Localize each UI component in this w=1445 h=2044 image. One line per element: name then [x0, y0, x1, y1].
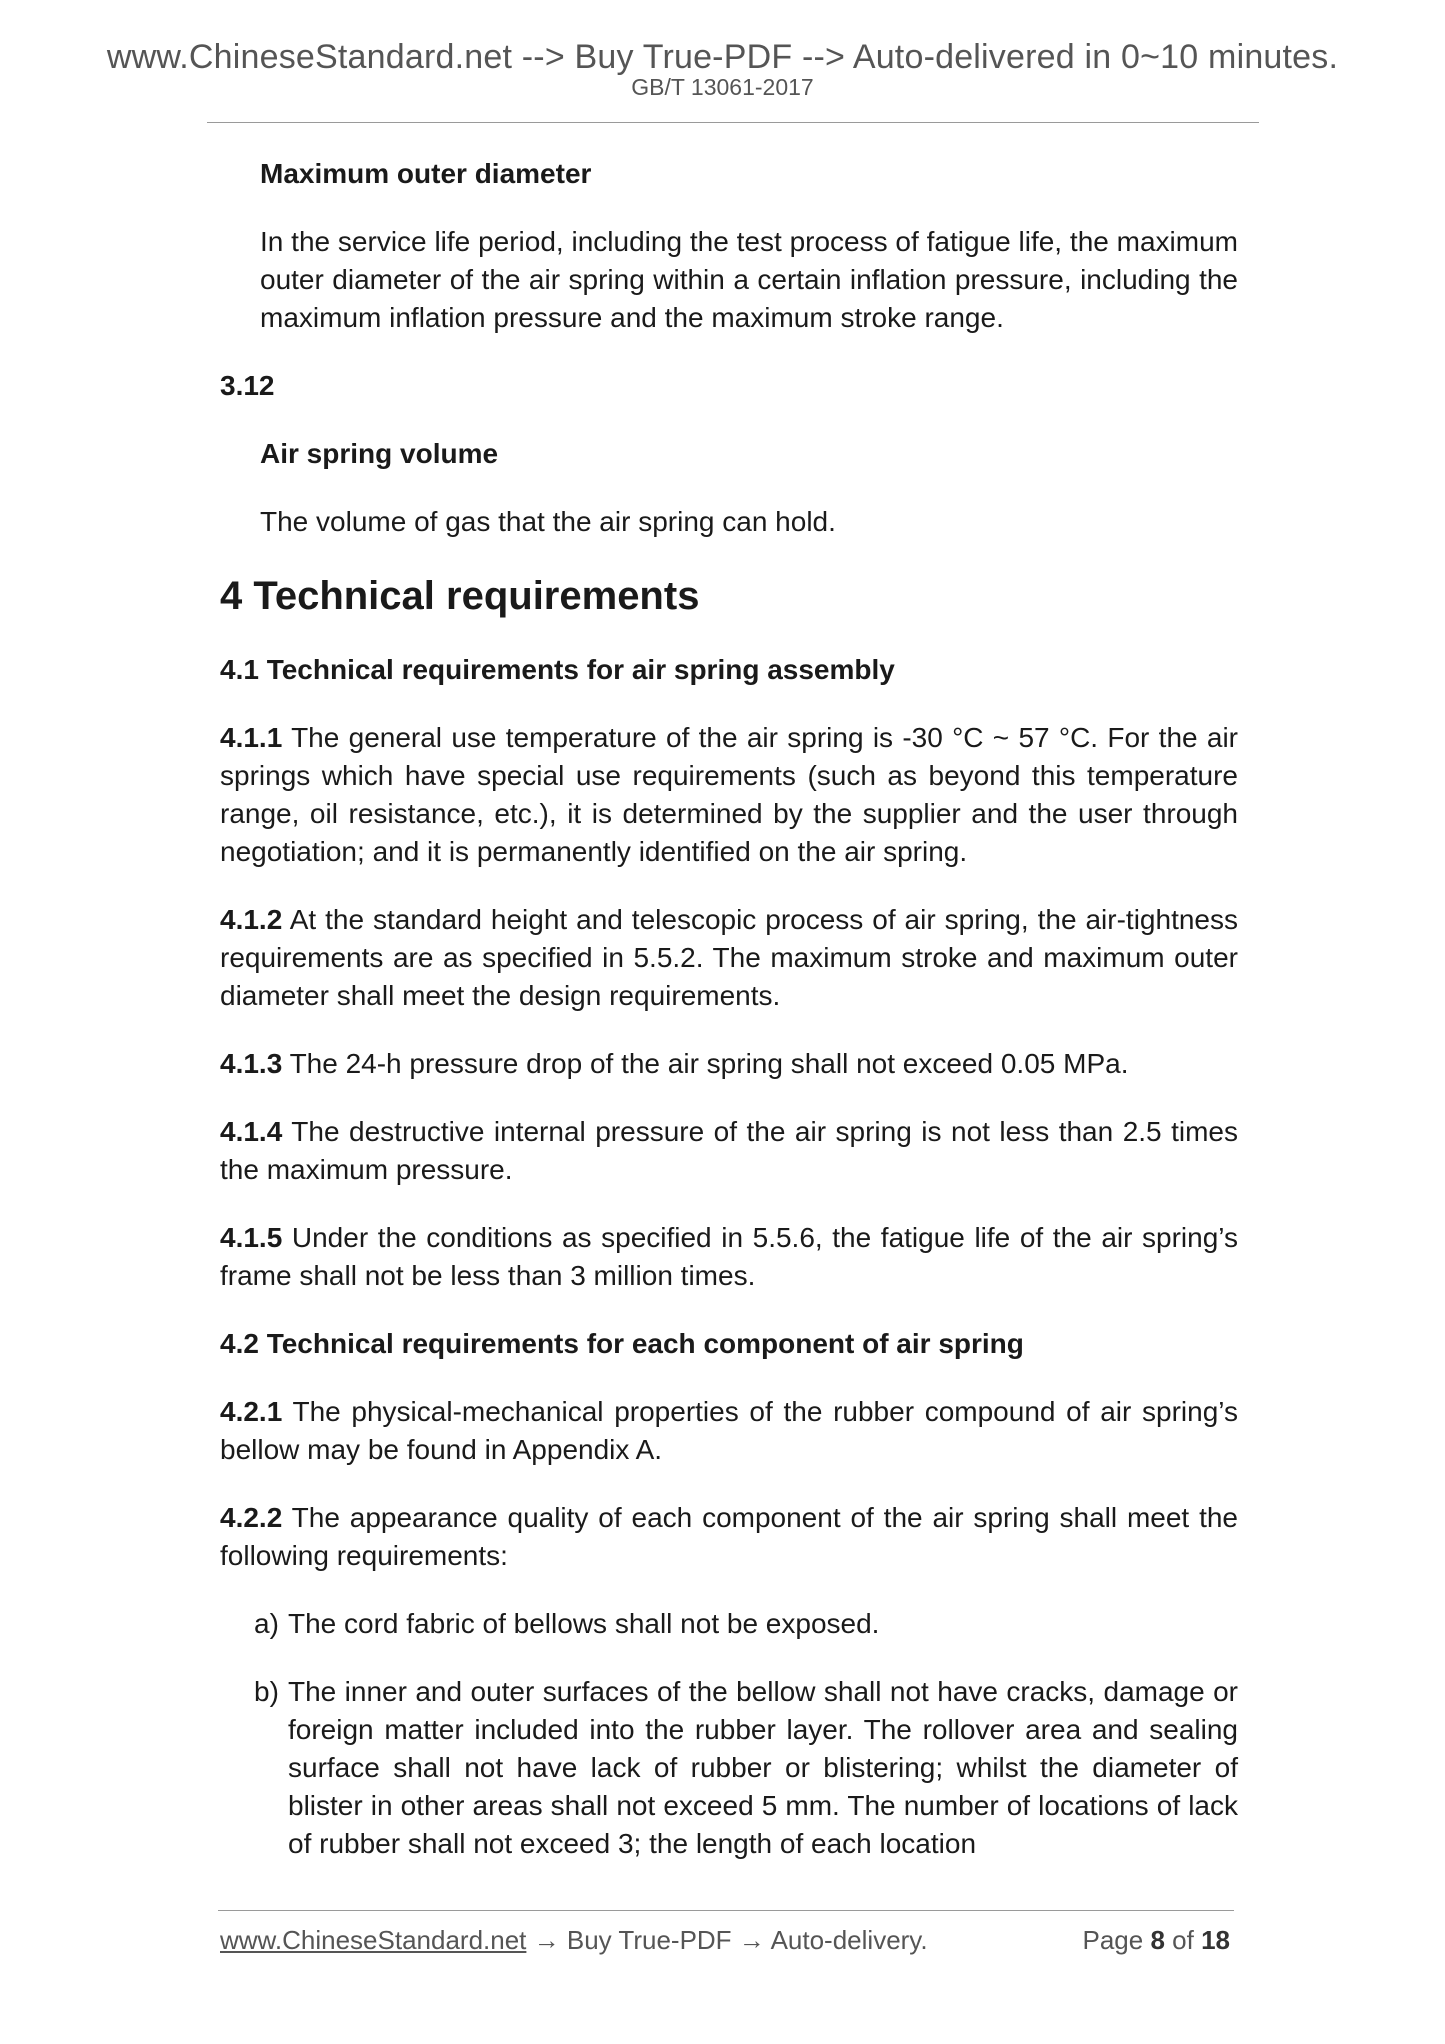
clause-text: The destructive internal pressure of the air spring is not less than 2.5 times the maximum pressure. — [220, 1116, 1239, 1185]
list-item-text: The inner and outer surfaces of the bellow shall not have cracks, damage or foreign matter included into the rubber layer. The rollover area and sealing surface shall not have lack of rubber or blistering; whilst the diameter of blister in other areas shall not exceed 5 mm. The number of locations of lack of rubber shall not exceed 3; the length of each location — [288, 1676, 1238, 1859]
clause-text: Under the conditions as specified in 5.5.6, the fatigue life of the air spring’s frame shall not be less than 3 million times. — [220, 1222, 1239, 1291]
subsection-heading-4-2: 4.2 Technical requirements for each component of air spring — [220, 1328, 1024, 1359]
clause-text: The physical-mechanical properties of the rubber compound of air spring’s bellow may be found in Appendix A. — [220, 1396, 1238, 1465]
list-item-a — [220, 1605, 1238, 1643]
footer-divider — [218, 1910, 1234, 1911]
clause-text: At the standard height and telescopic process of air spring, the air-tightness requirements are as specified in 5.5.2. The maximum stroke and maximum outer diameter shall meet the design requirements. — [220, 904, 1238, 1011]
document-body — [220, 155, 1238, 1893]
page-total: 18 — [1201, 1925, 1230, 1955]
clause-4-1-3 — [220, 1045, 1238, 1083]
clause-number: 4.1.3 — [220, 1048, 283, 1079]
list-item-b — [220, 1673, 1238, 1863]
clause-text: The appearance quality of each component of the air spring shall meet the following requirements: — [220, 1502, 1238, 1571]
term-definition-max-outer-diameter: In the service life period, including the test process of fatigue life, the maximum outer diameter of the air spring within a certain inflation pressure, including the maximum inflation pressure and the maximum stroke range. — [260, 226, 1238, 333]
clause-text: The general use temperature of the air spring is -30 °C ~ 57 °C. For the air springs which have special use requirements (such as beyond this temperature range, oil resistance, etc.), it is determined by the supplier and the user through negotiation; and it is permanently identified on the air spring. — [220, 722, 1238, 867]
clause-number: 4.1.2 — [220, 904, 283, 935]
term-title-air-spring-volume: Air spring volume — [260, 438, 499, 469]
clause-4-2-2 — [220, 1499, 1238, 1575]
clause-4-1-5 — [220, 1219, 1238, 1295]
clause-4-1-4 — [220, 1113, 1238, 1189]
footer-promo-text: → Buy True-PDF → Auto-delivery. — [526, 1925, 928, 1955]
of-label: of — [1172, 1925, 1194, 1955]
subsection-heading-4-1: 4.1 Technical requirements for air spring assembly — [220, 654, 895, 685]
header-banner: www.ChineseStandard.net --> Buy True-PDF --> Auto-delivered in 0~10 minutes. — [106, 38, 1339, 76]
footer-promo — [220, 1925, 928, 1956]
list-marker: b) — [254, 1676, 279, 1707]
clause-number: 4.1.5 — [220, 1222, 283, 1253]
term-number-3-12: 3.12 — [220, 370, 275, 401]
page-footer — [220, 1925, 1230, 1965]
term-definition-air-spring-volume: The volume of gas that the air spring can hold. — [260, 506, 836, 537]
clause-text: The 24-h pressure drop of the air spring shall not exceed 0.05 MPa. — [289, 1048, 1129, 1079]
page-label: Page — [1082, 1925, 1144, 1955]
clause-number: 4.1.4 — [220, 1116, 283, 1147]
clause-4-1-2 — [220, 901, 1238, 1015]
standard-number: GB/T 13061-2017 — [631, 74, 814, 100]
clause-number: 4.2.2 — [220, 1502, 283, 1533]
section-heading-4: 4 Technical requirements — [220, 574, 700, 618]
term-title-max-outer-diameter: Maximum outer diameter — [260, 158, 592, 189]
list-item-text: The cord fabric of bellows shall not be exposed. — [288, 1608, 880, 1639]
clause-4-1-1 — [220, 719, 1238, 871]
clause-number: 4.2.1 — [220, 1396, 283, 1427]
footer-site-link[interactable]: www.ChineseStandard.net — [220, 1925, 527, 1955]
clause-4-2-1 — [220, 1393, 1238, 1469]
clause-number: 4.1.1 — [220, 722, 283, 753]
header-divider — [207, 122, 1259, 123]
page-indicator — [1082, 1925, 1230, 1956]
list-marker: a) — [254, 1608, 279, 1639]
page-current: 8 — [1150, 1925, 1165, 1955]
